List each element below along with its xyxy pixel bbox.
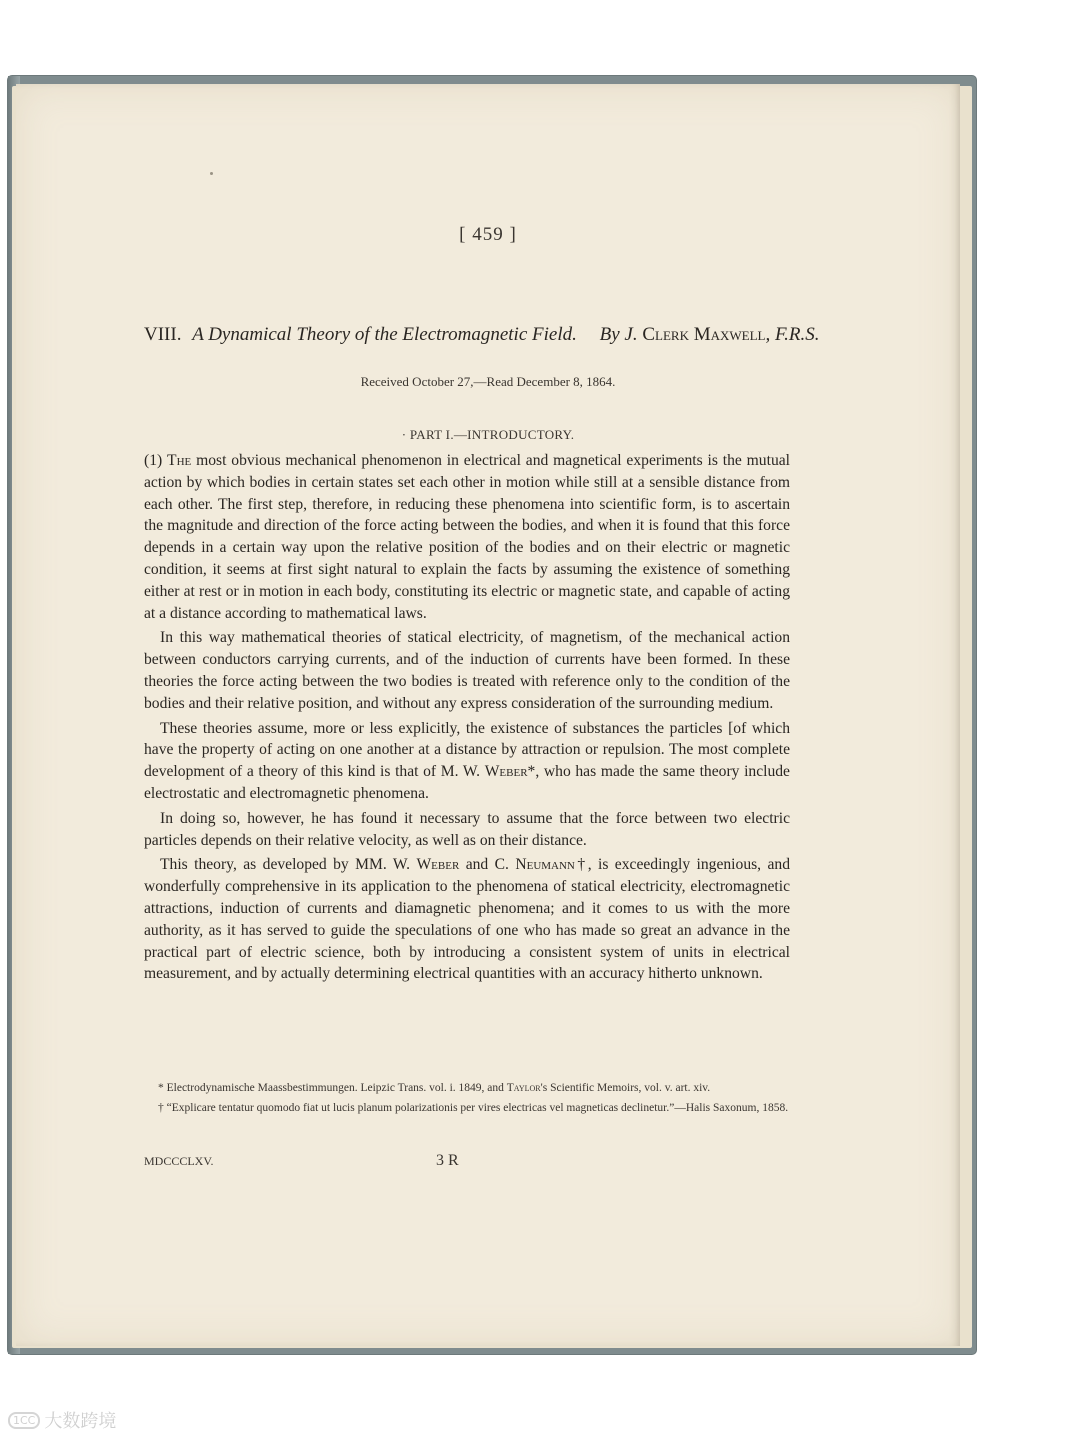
paragraph-5: [144, 854, 790, 985]
name-neumann: Neumann: [515, 856, 575, 874]
name-taylor: Taylor: [506, 1082, 541, 1094]
page-number: [ 459 ]: [459, 224, 517, 245]
name-weber: Weber: [484, 763, 528, 781]
footnotes: [144, 1080, 790, 1120]
author-name: Clerk Maxwell: [642, 324, 766, 345]
work-title: A Dynamical Theory of the Electromagnetic Field.: [192, 324, 577, 345]
paragraph-number: (1): [144, 452, 168, 469]
sheet-signature-mark: 3 R: [436, 1152, 459, 1169]
paragraph-2: In this way mathematical theories of statical electricity, of magnetism, of the mechanical action between conductors carrying currents, and of the induction of currents have been formed. In these theories the force acting between the two bodies is treated with reference only to the condition of the bodies and their relative position, and without any express consideration of the surrounding medium.: [144, 629, 790, 712]
footnote-2: † “Explicare tentatur quomodo fiat ut lucis planum polarizationis per vires electricas vel magneticas declinetur.”—Halis Saxonum, 1858.: [158, 1102, 789, 1114]
name-weber: Weber: [416, 856, 460, 874]
article-body: [144, 450, 790, 988]
opening-word: The: [167, 452, 192, 469]
paragraph-5-and: and C.: [459, 856, 516, 874]
byline-by: By J.: [599, 324, 638, 345]
article-title: [144, 324, 820, 346]
watermark: [8, 1408, 116, 1432]
paragraph-1-text: most obvious mechanical phenomenon in electrical and magnetical experiments is the mutual action by which bodies in certain states set each other in motion while still at a sensible distance from each other. The first step, therefore, in reducing these phenomena into scientific form, is to ascertain the magnitude and direction of the force acting between the bodies, and when it is found that this force depends in a certain way upon the relative position of the bodies and on their electric or magnetic condition, it seems at first sight natural to explain the facts by assuming the existence of something either at rest or in motion in each body, constituting its electric or magnetic state, and capable of acting at a distance according to mathematical laws.: [144, 452, 790, 622]
paragraph-3-text-b: *, who has made the same theory include electrostatic and electromagnetic phenomena.: [144, 763, 790, 802]
paragraph-3: [144, 718, 790, 805]
section-heading: · PART I.—INTRODUCTORY.: [401, 427, 575, 442]
paper-speck: [210, 172, 213, 175]
author-honour: , F.R.S.: [765, 324, 820, 345]
paragraph-3-text-a: These theories assume, more or less explicitly, the existence of substances the particles [of which have the property of acting on one another at a distance by attraction or repulsion. The most complete development of a theory of this kind is that of M. W.: [144, 719, 790, 781]
watermark-text: 大数跨境: [44, 1411, 117, 1432]
footnote-1: [144, 1080, 790, 1096]
paragraph-5-text-a: This theory, as developed by MM. W.: [160, 856, 417, 874]
paragraph-1: [144, 450, 790, 624]
watermark-logo-icon: 1CC: [8, 1412, 40, 1429]
volume-year-mark: MDCCCLXV.: [144, 1154, 214, 1168]
article-number: VIII.: [144, 324, 182, 345]
paragraph-5-text-b: †, is exceedingly ingenious, and wonderfully comprehensive in its application to the phenomena of statical electricity, electromagnetic attractions, induction of currents and diamagnetic phenomena; and it comes to us with the more authority, as it has served to guide the speculations of one who has made so great an advance in the practical part of electric science, both by introducing a consistent system of units in electrical measurement, and by actually determining electrical quantities with an accuracy hitherto unknown.: [144, 856, 790, 983]
journal-page: [16, 84, 960, 1346]
received-date-line: Received October 27,—Read December 8, 1864.: [360, 374, 616, 389]
footnote-1-text-a: * Electrodynamische Maassbestimmungen. Leipzic Trans. vol. i. 1849, and: [158, 1082, 507, 1094]
footnote-1-text-b: 's Scientific Memoirs, vol. v. art. xiv.: [540, 1082, 711, 1094]
paragraph-4: In doing so, however, he has found it necessary to assume that the force between two electric particles depends on their relative velocity, as well as on their distance.: [144, 809, 790, 849]
